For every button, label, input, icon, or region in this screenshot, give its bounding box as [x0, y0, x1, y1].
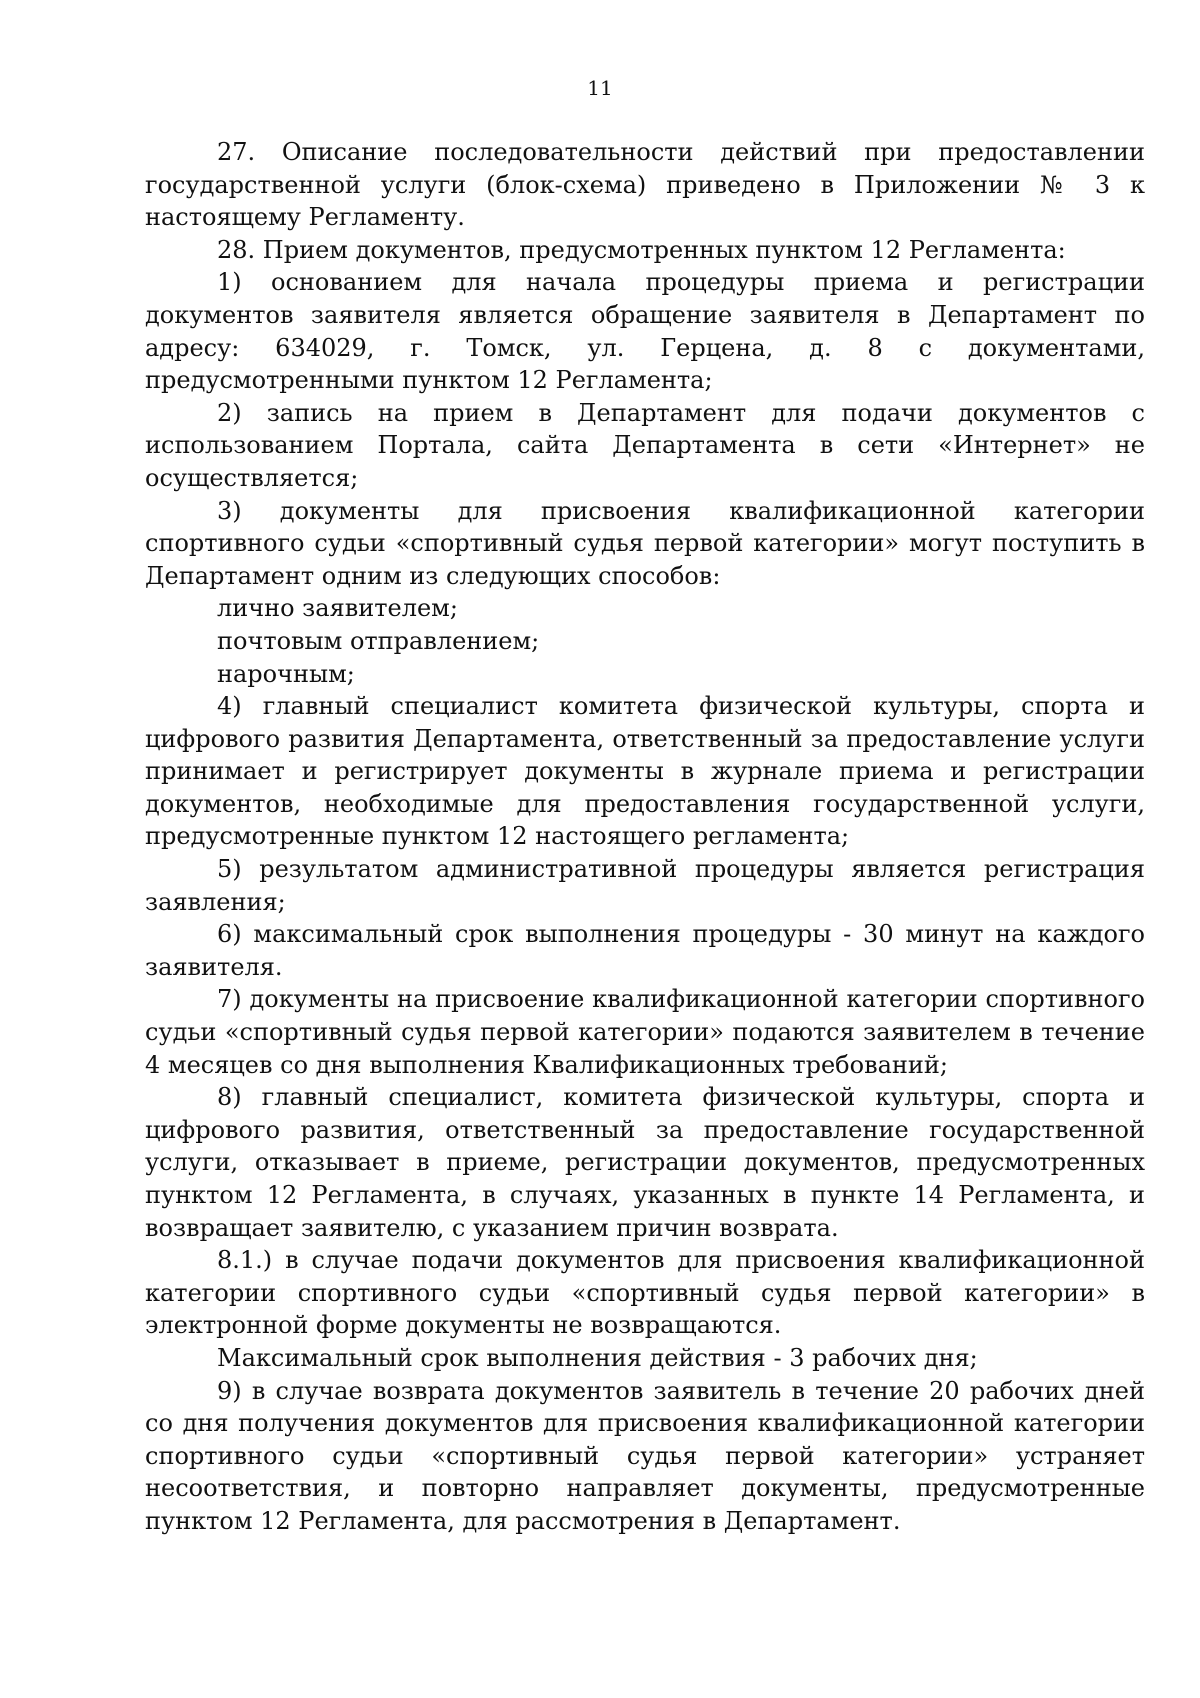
page-number: 11 [587, 76, 613, 100]
document-body [145, 136, 1145, 1538]
item-1: 1) основанием для начала процедуры приема и регистрации документов заявителя является обращение заявителя в Департамент по адресу: 634029, г. Томск, ул. Герцена, д. 8 с документами, предусмотренными пунктом 12 Регламента; [145, 268, 1145, 395]
item-2: 2) запись на прием в Департамент для подачи документов с использованием Портала, сайта Департамента в сети «Интернет» не осуществляется; [145, 398, 1145, 492]
item-8-1: 8.1.) в случае подачи документов для присвоения квалификационной категории спортивного судьи «спортивный судья первой категории» в электронной форме документы не возвращаются. [145, 1246, 1145, 1340]
method-in-person: лично заявителем; [217, 594, 458, 623]
item-3: 3) документы для присвоения квалификационной категории спортивного судьи «спортивный судья первой категории» могут поступить в Департамент одним из следующих способов: [145, 496, 1145, 590]
item-6: 6) максимальный срок выполнения процедуры - 30 минут на каждого заявителя. [145, 920, 1145, 981]
item-5: 5) результатом административной процедуры является регистрация заявления; [145, 855, 1145, 916]
item-9: 9) в случае возврата документов заявитель в течение 20 рабочих дней со дня получения документов для присвоения квалификационной категории спортивного судьи «спортивный судья первой категории» устраняет несоответствия, и повторно направляет документы, предусмотренные пунктом 12 Регламента, для рассмотрения в Департамент. [145, 1376, 1145, 1535]
item-4: 4) главный специалист комитета физической культуры, спорта и цифрового развития Департамента, ответственный за предоставление услуги принимает и регистрирует документы в журнале приема и регистрации документов, необходимые для предоставления государственной услуги, предусмотренные пунктом 12 настоящего регламента; [145, 692, 1145, 851]
method-post: почтовым отправлением; [217, 626, 540, 655]
item-8: 8) главный специалист, комитета физической культуры, спорта и цифрового развития, ответственный за предоставление государственной услуги, отказывает в приеме, регистрации документов, предусмотренных пунктом 12 Регламента, в случаях, указанных в пункте 14 Регламента, и возвращает заявителю, с указанием причин возврата. [145, 1083, 1145, 1242]
item-7: 7) документы на присвоение квалификационной категории спортивного судьи «спортивный судья первой категории» подаются заявителем в течение 4 месяцев со дня выполнения Квалификационных требований; [145, 985, 1145, 1079]
paragraph-28: 28. Прием документов, предусмотренных пунктом 12 Регламента: [217, 235, 1066, 264]
max-term-note: Максимальный срок выполнения действия - 3 рабочих дня; [217, 1343, 978, 1372]
method-courier: нарочным; [217, 659, 355, 688]
paragraph-27: 27. Описание последовательности действий при предоставлении государственной услуги (блок-схема) приведено в Приложении № 3 к настоящему Регламенту. [145, 138, 1145, 232]
